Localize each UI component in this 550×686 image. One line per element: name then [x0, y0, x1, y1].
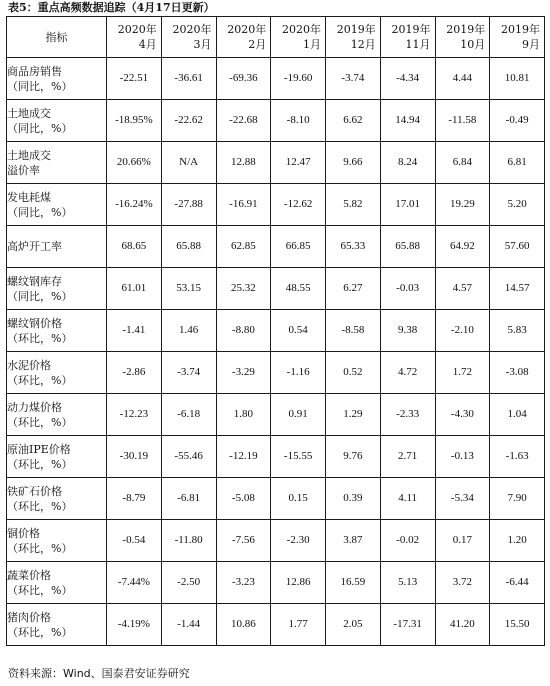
- row-label: [7, 352, 107, 394]
- table-cell: -0.49: [490, 100, 545, 142]
- table-cell: 3.87: [326, 520, 381, 562]
- table-cell: 25.32: [216, 268, 271, 310]
- table-cell: -0.54: [107, 520, 162, 562]
- column-year: 2019年: [501, 23, 540, 36]
- table-cell: -1.41: [107, 310, 162, 352]
- indicator-header-label: 指标: [45, 30, 68, 44]
- table-header-row: [7, 17, 545, 58]
- row-label: [7, 604, 107, 646]
- row-label-line: （环比，%）: [7, 373, 73, 387]
- column-header: [435, 17, 490, 58]
- column-header: [326, 17, 381, 58]
- row-label-line: 蔬菜价格: [7, 568, 51, 582]
- table-cell: 3.72: [435, 562, 490, 604]
- table-cell: 10.86: [216, 604, 271, 646]
- row-label: [7, 310, 107, 352]
- row-label-line: （环比，%）: [7, 457, 73, 471]
- row-label-line: 发电耗煤: [7, 190, 51, 204]
- column-year: 2019年: [336, 23, 376, 36]
- table-cell: 6.81: [490, 142, 545, 184]
- table-cell: -11.80: [161, 520, 216, 562]
- table-cell: 4.44: [435, 58, 490, 100]
- column-month: 10月: [460, 38, 486, 51]
- table-cell: -55.46: [161, 436, 216, 478]
- table-cell: 6.27: [326, 268, 381, 310]
- table-cell: 1.46: [161, 310, 216, 352]
- table-cell: 0.15: [271, 478, 326, 520]
- table-cell: 1.72: [435, 352, 490, 394]
- table-cell: -2.33: [380, 394, 435, 436]
- column-header: [380, 17, 435, 58]
- table-cell: N/A: [161, 142, 216, 184]
- row-label-line: 原油IPE价格: [7, 442, 71, 456]
- column-month: 2月: [248, 38, 267, 51]
- table-cell: -8.80: [216, 310, 271, 352]
- table-cell: -7.56: [216, 520, 271, 562]
- table-row: [7, 58, 545, 100]
- table-cell: -3.74: [326, 58, 381, 100]
- table-cell: -19.60: [271, 58, 326, 100]
- table-cell: -8.58: [326, 310, 381, 352]
- column-header: [107, 17, 162, 58]
- row-label-line: （同比，%）: [7, 121, 73, 135]
- table-cell: 41.20: [435, 604, 490, 646]
- table-cell: -4.34: [380, 58, 435, 100]
- table-row: [7, 310, 545, 352]
- table-cell: 12.86: [271, 562, 326, 604]
- table-cell: 1.04: [490, 394, 545, 436]
- table-cell: 16.59: [326, 562, 381, 604]
- table-cell: -12.23: [107, 394, 162, 436]
- row-label: [7, 268, 107, 310]
- table-cell: -0.03: [380, 268, 435, 310]
- table-cell: -2.50: [161, 562, 216, 604]
- column-year: 2020年: [117, 23, 157, 36]
- table-cell: -22.51: [107, 58, 162, 100]
- row-label-line: 铁矿石价格: [7, 484, 62, 498]
- table-cell: 5.20: [490, 184, 545, 226]
- table-cell: 6.62: [326, 100, 381, 142]
- table-cell: -1.44: [161, 604, 216, 646]
- table-cell: 5.83: [490, 310, 545, 352]
- table-cell: 61.01: [107, 268, 162, 310]
- table-cell: -8.79: [107, 478, 162, 520]
- column-month: 9月: [522, 38, 540, 51]
- high-frequency-data-table: [6, 16, 545, 646]
- table-row: [7, 520, 545, 562]
- table-cell: 65.88: [161, 226, 216, 268]
- table-cell: 10.81: [490, 58, 545, 100]
- table-cell: -36.61: [161, 58, 216, 100]
- table-cell: 9.38: [380, 310, 435, 352]
- row-label-line: （环比，%）: [7, 415, 73, 429]
- row-label-line: 动力煤价格: [7, 400, 62, 414]
- table-body: [7, 58, 545, 646]
- table-cell: 20.66%: [107, 142, 162, 184]
- table-cell: 7.90: [490, 478, 545, 520]
- table-row: [7, 478, 545, 520]
- row-label-line: （环比，%）: [7, 541, 73, 555]
- column-month: 1月: [303, 38, 321, 51]
- table-cell: 57.60: [490, 226, 545, 268]
- table-cell: 5.82: [326, 184, 381, 226]
- column-year: 2020年: [282, 23, 321, 36]
- table-cell: 0.39: [326, 478, 381, 520]
- table-row: [7, 394, 545, 436]
- table-cell: -5.08: [216, 478, 271, 520]
- table-cell: -1.16: [271, 352, 326, 394]
- table-cell: -5.34: [435, 478, 490, 520]
- table-cell: 1.20: [490, 520, 545, 562]
- table-cell: -7.44%: [107, 562, 162, 604]
- table-cell: 8.24: [380, 142, 435, 184]
- table-cell: 12.88: [216, 142, 271, 184]
- table-row: [7, 268, 545, 310]
- table-cell: 65.88: [380, 226, 435, 268]
- row-label-line: （同比，%）: [7, 205, 73, 219]
- table-cell: 66.85: [271, 226, 326, 268]
- table-cell: 9.66: [326, 142, 381, 184]
- table-cell: 0.54: [271, 310, 326, 352]
- table-cell: -2.86: [107, 352, 162, 394]
- table-row: [7, 142, 545, 184]
- table-cell: 53.15: [161, 268, 216, 310]
- table-cell: -16.91: [216, 184, 271, 226]
- table-cell: 1.77: [271, 604, 326, 646]
- row-label-line: 螺纹钢库存: [7, 274, 62, 288]
- table-cell: -22.68: [216, 100, 271, 142]
- row-label: [7, 100, 107, 142]
- column-month: 11月: [405, 38, 431, 51]
- column-year: 2019年: [391, 23, 431, 36]
- row-label-line: 商品房销售: [7, 64, 62, 78]
- row-label-line: （同比，%）: [7, 289, 73, 303]
- table-cell: 4.11: [380, 478, 435, 520]
- table-cell: 65.33: [326, 226, 381, 268]
- table-row: [7, 604, 545, 646]
- row-label: [7, 562, 107, 604]
- table-cell: 0.52: [326, 352, 381, 394]
- row-label-line: 溢价率: [7, 163, 40, 177]
- table-cell: -11.58: [435, 100, 490, 142]
- row-label-line: （同比，%）: [7, 79, 73, 93]
- table-cell: 48.55: [271, 268, 326, 310]
- table-cell: -12.62: [271, 184, 326, 226]
- table-cell: 68.65: [107, 226, 162, 268]
- row-label-line: 螺纹钢价格: [7, 316, 62, 330]
- table-cell: -18.95%: [107, 100, 162, 142]
- row-label-line: （环比，%）: [7, 331, 73, 345]
- table-cell: 17.01: [380, 184, 435, 226]
- row-label: [7, 58, 107, 100]
- table-cell: -15.55: [271, 436, 326, 478]
- table-cell: -1.63: [490, 436, 545, 478]
- row-label-line: 铜价格: [7, 526, 40, 540]
- table-cell: 12.47: [271, 142, 326, 184]
- column-year: 2020年: [172, 23, 212, 36]
- column-header: [216, 17, 271, 58]
- table-cell: -0.02: [380, 520, 435, 562]
- table-cell: 14.57: [490, 268, 545, 310]
- column-month: 12月: [350, 38, 376, 51]
- table-caption: 表5：重点高频数据追踪（4月17日更新）: [8, 1, 215, 14]
- row-label-line: 猪肉价格: [7, 610, 51, 624]
- table-row: [7, 100, 545, 142]
- row-label-line: （环比，%）: [7, 499, 73, 513]
- table-row: [7, 226, 545, 268]
- row-label: [7, 184, 107, 226]
- indicator-header: [7, 17, 107, 58]
- row-label: [7, 142, 107, 184]
- table-cell: -17.31: [380, 604, 435, 646]
- column-month: 3月: [193, 38, 212, 51]
- table-cell: -4.19%: [107, 604, 162, 646]
- table-cell: -3.74: [161, 352, 216, 394]
- table-cell: -30.19: [107, 436, 162, 478]
- table-cell: -6.18: [161, 394, 216, 436]
- table-cell: -8.10: [271, 100, 326, 142]
- column-header: [161, 17, 216, 58]
- table-cell: 2.71: [380, 436, 435, 478]
- table-cell: 4.57: [435, 268, 490, 310]
- table-cell: -3.29: [216, 352, 271, 394]
- table-cell: 9.76: [326, 436, 381, 478]
- table-cell: 2.05: [326, 604, 381, 646]
- row-label: [7, 436, 107, 478]
- column-header: [490, 17, 545, 58]
- table-cell: 14.94: [380, 100, 435, 142]
- row-label-line: （环比，%）: [7, 583, 73, 597]
- table-cell: -2.10: [435, 310, 490, 352]
- table-cell: 5.13: [380, 562, 435, 604]
- row-label-line: （环比，%）: [7, 625, 73, 639]
- row-label: [7, 226, 107, 268]
- table-cell: -22.62: [161, 100, 216, 142]
- table-cell: -12.19: [216, 436, 271, 478]
- table-row: [7, 184, 545, 226]
- row-label-line: 土地成交: [7, 106, 51, 120]
- table-cell: 64.92: [435, 226, 490, 268]
- row-label-line: 土地成交: [7, 148, 51, 162]
- row-label: [7, 520, 107, 562]
- table-cell: -3.08: [490, 352, 545, 394]
- table-cell: -27.88: [161, 184, 216, 226]
- table-cell: 15.50: [490, 604, 545, 646]
- row-label: [7, 394, 107, 436]
- table-cell: 19.29: [435, 184, 490, 226]
- table-cell: 1.29: [326, 394, 381, 436]
- table-cell: -0.13: [435, 436, 490, 478]
- row-label-line: 水泥价格: [7, 358, 51, 372]
- column-year: 2019年: [446, 23, 486, 36]
- table-cell: -16.24%: [107, 184, 162, 226]
- row-label: [7, 478, 107, 520]
- table-cell: -2.30: [271, 520, 326, 562]
- column-year: 2020年: [227, 23, 267, 36]
- table-cell: 4.72: [380, 352, 435, 394]
- table-cell: 62.85: [216, 226, 271, 268]
- table-cell: -3.23: [216, 562, 271, 604]
- table-cell: 6.84: [435, 142, 490, 184]
- table-cell: -4.30: [435, 394, 490, 436]
- column-header: [271, 17, 326, 58]
- table-row: [7, 352, 545, 394]
- source-note: 资料来源：Wind、国泰君安证券研究: [8, 667, 190, 680]
- table-cell: -6.81: [161, 478, 216, 520]
- table-cell: -6.44: [490, 562, 545, 604]
- table-row: [7, 562, 545, 604]
- column-month: 4月: [138, 38, 157, 51]
- table-cell: 0.17: [435, 520, 490, 562]
- table-cell: 0.91: [271, 394, 326, 436]
- row-label-line: 高炉开工率: [7, 240, 62, 253]
- table-cell: 1.80: [216, 394, 271, 436]
- table-row: [7, 436, 545, 478]
- table-cell: -69.36: [216, 58, 271, 100]
